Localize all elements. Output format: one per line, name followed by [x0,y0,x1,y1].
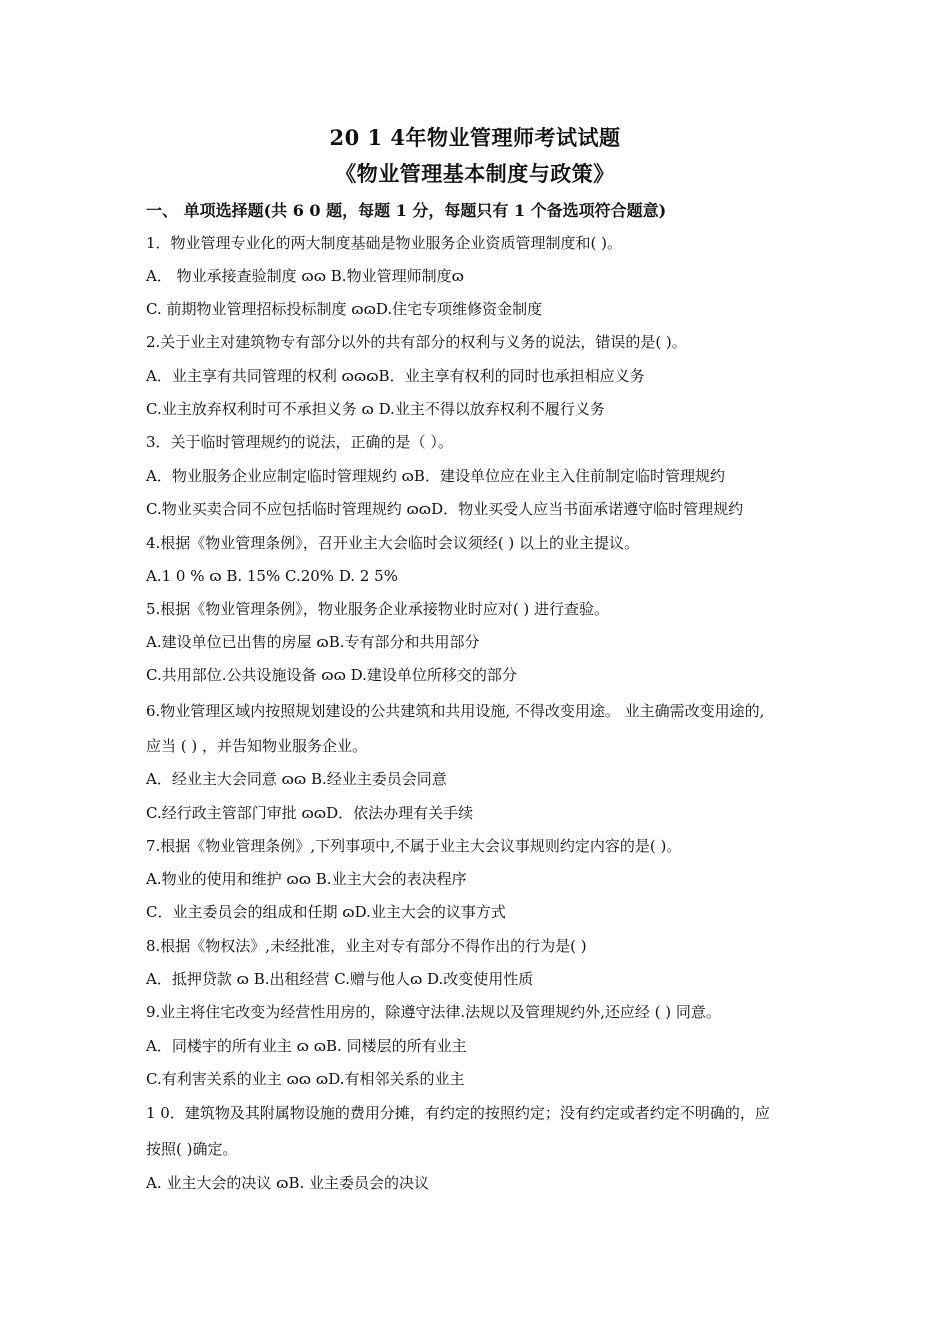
document-subtitle: 《物业管理基本制度与政策》 [335,161,615,186]
question-1-options-ab: A． 物业承接查验制度 ɷɷ B.物业管理师制度ɷ [146,267,464,285]
question-6: 6.物业管理区域内按照规划建设的公共建筑和共用设施, 不得改变用途。 业主确需改变用途的, [146,702,765,720]
section-heading: 一、 单项选择题(共 6 0 题，每题 1 分，每题只有 1 个备选项符合题意) [146,201,667,220]
question-9-options-ab: A．同楼宇的所有业主 ɷ ɷB. 同楼层的所有业主 [146,1037,467,1055]
question-5-options-cd: C.共用部位.公共设施设备 ɷɷ D.建设单位所移交的部分 [146,666,517,684]
question-10: 1 0．建筑物及其附属物设施的费用分摊，有约定的按照约定；没有约定或者约定不明确的，应 [146,1104,770,1122]
question-8-options: A．抵押贷款 ɷ B.出租经营 C.赠与他人ɷ D.改变使用性质 [146,970,534,988]
question-4: 4.根据《物业管理条例》，召开业主大会临时会议须经( ) 以上的业主提议。 [146,534,640,552]
question-7: 7.根据《物业管理条例》,下列事项中,不属于业主大会议事规则约定内容的是( )。 [146,837,682,855]
question-6-options-cd: C.经行政主管部门审批 ɷɷD．依法办理有关手续 [146,804,474,822]
question-7-options-cd: C．业主委员会的组成和任期 ɷD.业主大会的议事方式 [146,903,506,921]
question-10-options-ab: A. 业主大会的决议 ɷB. 业主委员会的决议 [146,1174,430,1192]
question-10-continued: 按照( )确定。 [146,1140,238,1158]
document-title: 20 1 4年物业管理师考试试题 [329,125,621,150]
question-9: 9.业主将住宅改变为经营性用房的，除遵守法律.法规以及管理规约外,还应经 ( ) 同意。 [146,1003,721,1021]
question-3-options-ab: A．物业服务企业应制定临时管理规约 ɷB．建设单位应在业主入住前制定临时管理规约 [146,467,725,485]
question-7-options-ab: A.物业的使用和维护 ɷɷ B.业主大会的表决程序 [146,870,467,888]
question-2: 2.关于业主对建筑物专有部分以外的共有部分的权利与义务的说法，错误的是( )。 [146,333,687,351]
question-3: 3．关于临时管理规约的说法，正确的是（ ）。 [146,433,453,451]
question-9-options-cd: C.有利害关系的业主 ɷɷ ɷD.有相邻关系的业主 [146,1070,465,1088]
question-4-options: A.1 0 % ɷ B. 15% C.20% D. 2 5% [146,567,398,585]
question-6-options-ab: A．经业主大会同意 ɷɷ B.经业主委员会同意 [146,770,447,788]
question-5: 5.根据《物业管理条例》，物业服务企业承接物业时应对( ) 进行查验。 [146,600,610,618]
question-1-options-cd: C. 前期物业管理招标投标制度 ɷɷD.住宅专项维修资金制度 [146,300,543,318]
question-1: 1．物业管理专业化的两大制度基础是物业服务企业资质管理制度和( )。 [146,234,623,252]
question-3-options-cd: C.物业买卖合同不应包括临时管理规约 ɷɷD．物业买受人应当书面承诺遵守临时管理规约 [146,500,744,518]
question-8: 8.根据《物权法》,未经批准，业主对专有部分不得作出的行为是( ) [146,937,587,955]
question-2-options-ab: A．业主享有共同管理的权利 ɷɷɷB．业主享有权利的同时也承担相应义务 [146,367,645,385]
question-6-continued: 应当 ( ) ，并告知物业服务企业。 [146,737,368,755]
question-2-options-cd: C.业主放弃权利时可不承担义务 ɷ D.业主不得以放弃权利不履行义务 [146,400,605,418]
question-5-options-ab: A.建设单位已出售的房屋 ɷB.专有部分和共用部分 [146,633,480,651]
